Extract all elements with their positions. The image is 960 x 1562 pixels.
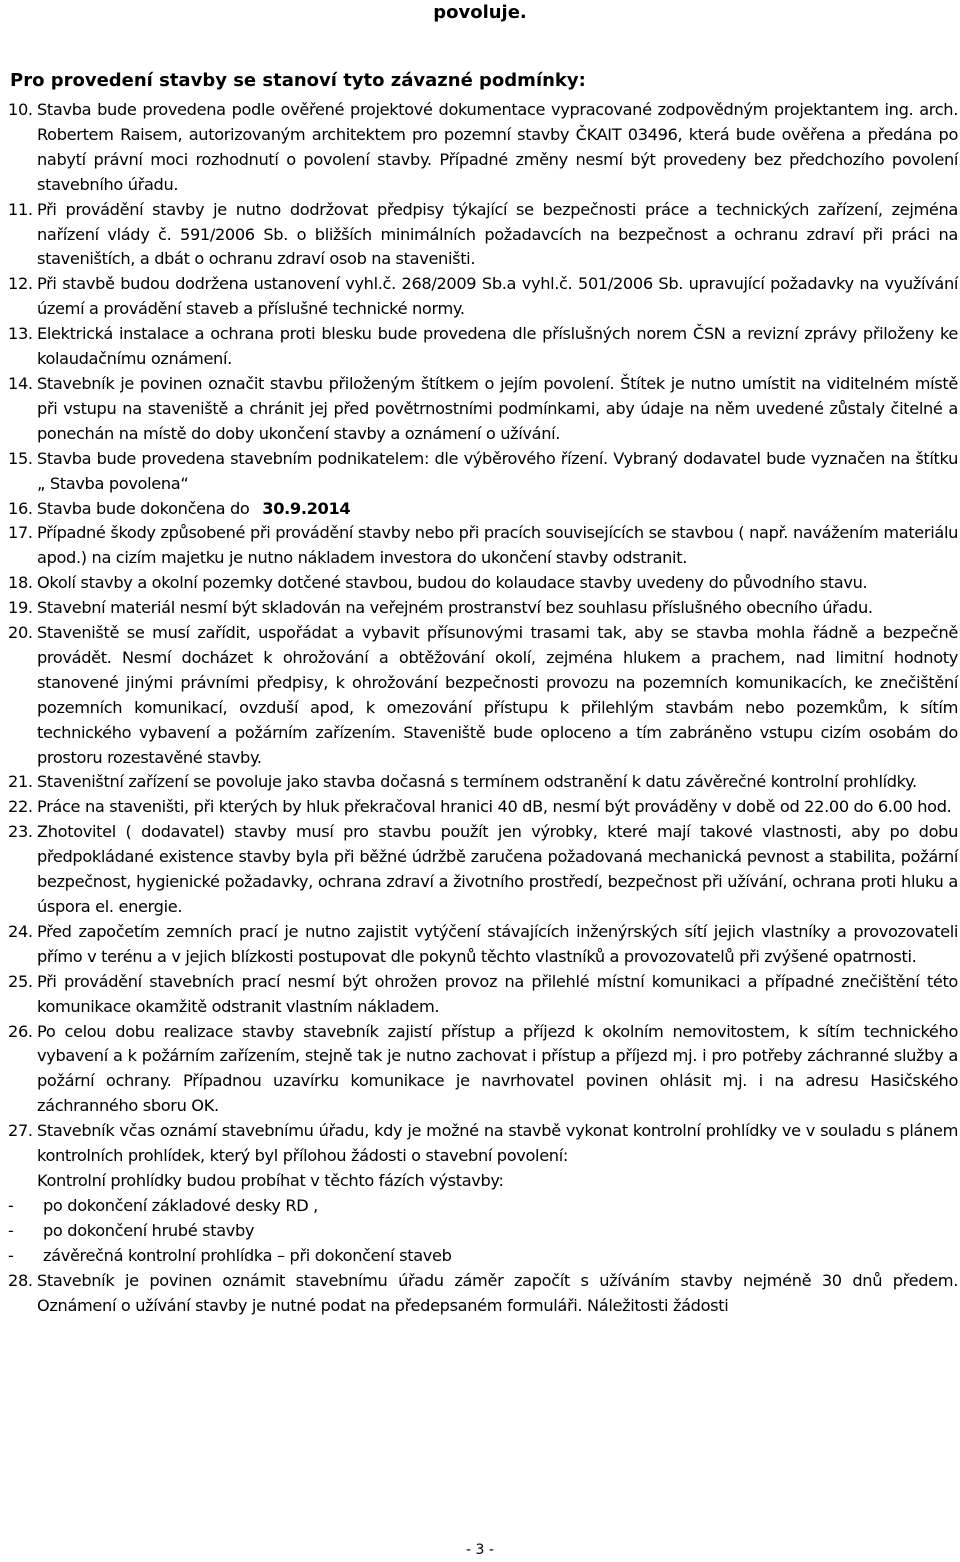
- condition-number: 22.: [8, 797, 33, 817]
- condition-text: Při provádění stavby je nutno dodržovat předpisy týkající se bezpečnosti práce a technických zařízení, zejména nařízení vlády č. 591/2006 Sb. o bližších minimálních požadavcích na bezpečnost a ochranu zdraví při práci na staveništích, a dbát o ochranu zdraví osob na staveništi.: [37, 199, 958, 269]
- condition-item: [0, 820, 960, 920]
- condition-text: Staveništní zařízení se povoluje jako stavba dočasná s termínem odstranění k datu závěrečné kontrolní prohlídky.: [37, 772, 917, 792]
- condition-text: Po celou dobu realizace stavby stavebník zajistí přístup a příjezd k okolním nemovitostem, k sítím technického vybavení a k požárním zařízením, stejně tak je nutno zachovat i přístup a příjezd mj. i pro potřeby záchranné služby a požární ochrany. Případnou uzavírku komunikace je navrhovatel povinen ohlásit mj. i na adresu Hasičského záchranného sboru OK.: [37, 1021, 958, 1116]
- condition-text: Staveniště se musí zařídit, uspořádat a vybavit přísunovými trasami tak, aby se stavba mohla řádně a bezpečně provádět. Nesmí docházet k ohrožování a obtěžování okolí, zejména hlukem a prachem, nad limitní hodnoty stanovené jinými právními předpisy, k ohrožování bezpečnosti provozu na pozemních komunikacích, ke znečištění pozemních komunikací, ovzduší apod, k omezování přístupu k přilehlým stavbám nebo pozemkům, k sítím technického vybavení a požárním zařízením. Staveniště bude oploceno a tím zabráněno vstupu cizím osobám do prostoru rozestavěné stavby.: [37, 623, 958, 767]
- condition-number: 19.: [8, 598, 33, 618]
- condition-text: Před započetím zemních prací je nutno zajistit vytýčení stávajících inženýrských sítí jejich vlastníky a provozovateli přímo v terénu a v jejich blízkosti postupovat dle pokynů těchto vlastníků a provozovatelů při zvýšené opatrnosti.: [37, 921, 958, 966]
- condition-item: [0, 322, 960, 372]
- condition-text: Stavba bude provedena stavebním podnikatelem: dle výběrového řízení. Vybraný dodavatel bude vyznačen na štítku „ Stavba povolena“: [37, 448, 958, 493]
- condition-number: 13.: [8, 324, 33, 344]
- condition-item: [0, 795, 960, 820]
- condition-item: [0, 198, 960, 273]
- condition-number: 28.: [8, 1270, 33, 1290]
- condition-number: 14.: [8, 373, 33, 393]
- condition-item: [0, 1269, 960, 1319]
- condition-text: Stavebník je povinen označit stavbu přiloženým štítkem o jejím povolení. Štítek je nutno umístit na viditelném místě při vstupu na staveniště a chránit jej před povětrnostními podmínkami, aby údaje na něm uvedené zůstaly čitelné a ponechán na místě do doby ukončení stavby a oznámení o užívání.: [37, 373, 958, 443]
- condition-item: [0, 1119, 960, 1194]
- condition-extra-text: Kontrolní prohlídky budou probíhat v těchto fázích výstavby:: [37, 1170, 504, 1190]
- dash-marker: -: [8, 1245, 14, 1265]
- inspection-phase-item: [0, 1244, 960, 1269]
- inspection-phase-item: [0, 1194, 960, 1219]
- condition-item: [0, 571, 960, 596]
- condition-number: 18.: [8, 573, 33, 593]
- condition-number: 26.: [8, 1021, 33, 1041]
- condition-number: 10.: [8, 100, 33, 119]
- condition-text: Stavba bude provedena podle ověřené projektové dokumentace vypracované zodpovědným projektantem ing. arch. Robertem Raisem, autorizovaným architektem pro pozemní stavby ČKAIT 03496, která bude ověřena a předána po nabytí právní moci rozhodnutí o povolení stavby. Případné změny nesmí být provedeny bez předchozího povolení stavebního úřadu.: [37, 100, 958, 194]
- condition-text: Při provádění stavebních prací nesmí být ohrožen provoz na přilehlé místní komunikaci a případné znečištění této komunikace okamžitě odstranit vlastním nákladem.: [37, 971, 958, 1016]
- inspection-phase-item: [0, 1219, 960, 1244]
- dash-marker: -: [8, 1195, 14, 1215]
- inspection-phase-text: po dokončení hrubé stavby: [43, 1220, 255, 1240]
- document-heading: povoluje.: [433, 2, 527, 23]
- condition-item: [0, 770, 960, 795]
- condition-number: 21.: [8, 772, 33, 792]
- condition-item: [0, 621, 960, 770]
- condition-number: 11.: [8, 199, 33, 219]
- condition-number: 23.: [8, 822, 33, 842]
- condition-text: Stavba bude dokončena do: [37, 498, 250, 518]
- condition-text: Stavební materiál nesmí být skladován na veřejném prostranství bez souhlasu příslušného obecního úřadu.: [37, 598, 873, 618]
- condition-number: 20.: [8, 623, 33, 643]
- condition-item: [0, 521, 960, 571]
- condition-item: [0, 272, 960, 322]
- condition-item: [0, 372, 960, 447]
- condition-item: [0, 970, 960, 1020]
- condition-number: 25.: [8, 971, 33, 991]
- condition-number: 12.: [8, 274, 33, 294]
- page-number: - 3 -: [466, 1542, 494, 1558]
- condition-text: Při stavbě budou dodržena ustanovení vyhl.č. 268/2009 Sb.a vyhl.č. 501/2006 Sb. upravující požadavky na využívání území a provádění staveb a příslušné technické normy.: [37, 274, 958, 319]
- condition-number: 16.: [8, 498, 33, 518]
- conditions-subheading: Pro provedení stavby se stanoví tyto závazné podmínky:: [10, 70, 586, 91]
- condition-text: Zhotovitel ( dodavatel) stavby musí pro stavbu použít jen výrobky, které mají takové vlastnosti, aby po dobu předpokládané existence stavby byla při běžné údržbě zaručena požadovaná mechanická pevnost a stabilita, požární bezpečnost, hygienické požadavky, ochrana zdraví a životního prostředí, bezpečnost při užívání, ochrana proti hluku a úspora el. energie.: [37, 822, 958, 916]
- condition-item: [0, 920, 960, 970]
- condition-text: Práce na staveništi, při kterých by hluk překračoval hranici 40 dB, nesmí být prováděny v době od 22.00 do 6.00 hod.: [37, 797, 952, 817]
- condition-text: Případné škody způsobené při provádění stavby nebo při pracích souvisejících se stavbou ( např. navážením materiálu apod.) na cizím majetku je nutno nákladem investora do ukončení stavby odstranit.: [37, 523, 958, 568]
- condition-text: Stavebník je povinen oznámit stavebnímu úřadu záměr započít s užíváním stavby nejméně 30 dnů předem. Oznámení o užívání stavby je nutné podat na předepsaném formuláři. Náležitosti žádosti: [37, 1270, 958, 1315]
- inspection-phase-text: závěrečná kontrolní prohlídka – při dokončení staveb: [43, 1245, 452, 1265]
- condition-text: Okolí stavby a okolní pozemky dotčené stavbou, budou do kolaudace stavby uvedeny do původního stavu.: [37, 573, 868, 593]
- conditions-list: [0, 98, 960, 1318]
- condition-text: Elektrická instalace a ochrana proti blesku bude provedena dle příslušných norem ČSN a revizní zprávy přiloženy ke kolaudačnímu oznámení.: [37, 324, 958, 369]
- condition-item: [0, 596, 960, 621]
- condition-item: [0, 98, 960, 198]
- condition-item: [0, 447, 960, 497]
- condition-text: Stavebník včas oznámí stavebnímu úřadu, kdy je možné na stavbě vykonat kontrolní prohlídky ve v souladu s plánem kontrolních prohlídek, který byl přílohou žádosti o stavební povolení:: [37, 1121, 958, 1166]
- inspection-phase-text: po dokončení základové desky RD ,: [43, 1195, 318, 1215]
- completion-date: 30.9.2014: [262, 498, 351, 518]
- dash-marker: -: [8, 1220, 14, 1240]
- condition-number: 27.: [8, 1121, 33, 1141]
- condition-number: 17.: [8, 523, 33, 543]
- condition-item: [0, 497, 960, 522]
- condition-item: [0, 1020, 960, 1120]
- condition-number: 24.: [8, 921, 33, 941]
- condition-number: 15.: [8, 448, 33, 468]
